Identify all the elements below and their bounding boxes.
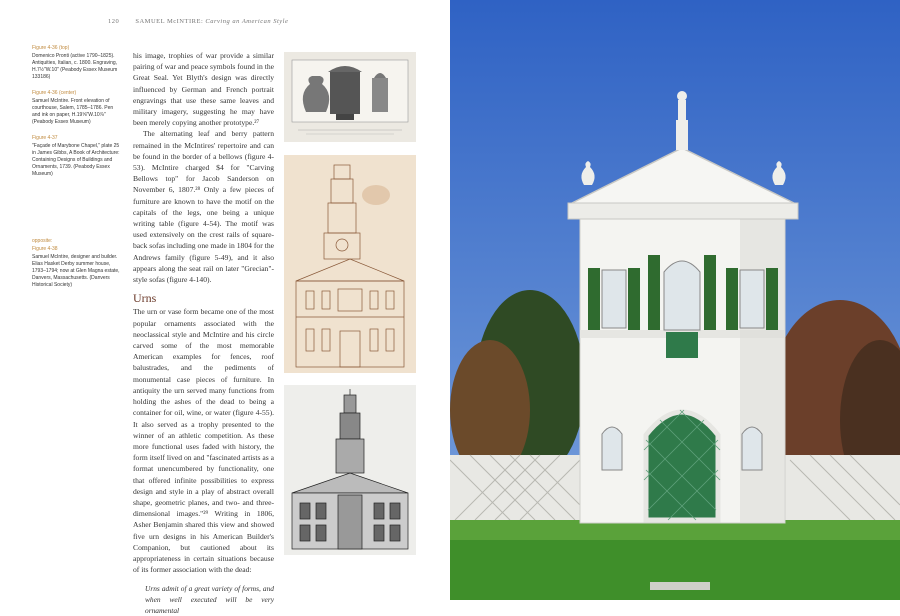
- caption-column: [32, 45, 122, 298]
- figure-courthouse-elevation: [284, 155, 416, 373]
- paragraph: his image, trophies of war provide a similar pairing of war and peace symbols found in the Great Seal. Yet Blyth's design was directly influenced by German and French portrait engravings that use these same leaves and military imagery, suggesting he may have been merely copying another prototype.²⁷: [133, 51, 274, 128]
- book-subtitle: Carving an American Style: [205, 18, 289, 25]
- page-number: 120: [108, 18, 120, 25]
- paragraph: The urn or vase form became one of the most popular ornaments associated with the neoclassical style and McIntire and his circle carved some of the most memorable American examples for fences, roof balustrades, and the pediments of monumental case pieces of furniture. In antiquity the urn served many functions from holding the ashes of the dead to being a container for oil, wine, or water (figure 4-55). It also served as a trophy presented to the winner of an athletic competition. As these more functional uses faded with history, the form itself lived on and "fascinated artists as a format unencumbered by functionality, one that offered infinite possibilities to express design and style in a play of abstract overall shape, geometric planes, and two- and three-dimensional images."²⁹ Writing in 1806, Asher Benjamin shared this view and showed five urn designs in his American Builder's Companion, but cautioned about its appropriateness in certain situations because of its former association with the dead:: [133, 307, 274, 575]
- caption-4-36-top: [32, 45, 122, 81]
- caption-label: Figure 4-37: [32, 135, 58, 141]
- caption-text: Domenico Pronti (active 1790–1825). Antiquities, Italian, c. 1800. Engraving, H.7½"W.10" (Peabody Essex Museum 133186): [32, 53, 118, 80]
- right-page-photo: [450, 0, 900, 600]
- paragraph: The alternating leaf and berry pattern remained in the McIntires' repertoire and can be found in the border of a bellows (figure 4-53). McIntire charged $4 for "Carving Bellows top" for Jacob Sanderson on November 6, 1807.²⁸ Only a few pieces of furniture are known to have the motif on the capitals of the legs, one being a unique writing table (figure 4-54). The motif was used extensively on the crest rails of square-back sofas including one made in 1804 for the Andrews family (figure 5-49), and it also appears along the seat rail on later "Grecian"-style sofas (figure 4-140).: [133, 129, 274, 285]
- body-text-column: [133, 50, 274, 616]
- block-quote: Urns admit of a great variety of forms, and when well executed will be very ornamental: [145, 584, 274, 616]
- caption-label-2: Figure 4-38: [32, 246, 58, 252]
- caption-text: Samuel McIntire, designer and builder. Elias Hasket Derby summer house, 1793–1794; now at Glen Magna estate, Danvers, Massachusetts. (Danvers Historical Society): [32, 254, 120, 288]
- caption-text: Samuel McIntire. Front elevation of courthouse, Salem, 1785–1786. Pen and ink on paper, H.19⅝"W.10⅞" (Peabody Essex Museum): [32, 98, 114, 125]
- caption-text: "Façade of Marybone Chapel," plate 25 in James Gibbs, A Book of Architecture: Containing Designs of Buildings and Ornaments, 1739. (Peabody Essex Museum): [32, 143, 120, 177]
- caption-4-36-center: [32, 90, 122, 126]
- caption-4-37: [32, 135, 122, 178]
- running-head: [108, 18, 288, 25]
- book-title: SAMUEL McINTIRE:: [135, 18, 204, 25]
- caption-label: opposite:: [32, 238, 53, 244]
- figure-marybone-chapel: [284, 385, 416, 555]
- caption-label: Figure 4-36 (center): [32, 90, 77, 96]
- summer-house-photo: [450, 0, 900, 600]
- figure-urns-engraving: [284, 52, 416, 142]
- section-heading: Urns: [133, 291, 157, 306]
- caption-4-38: [32, 238, 122, 289]
- caption-label: Figure 4-36 (top): [32, 45, 70, 51]
